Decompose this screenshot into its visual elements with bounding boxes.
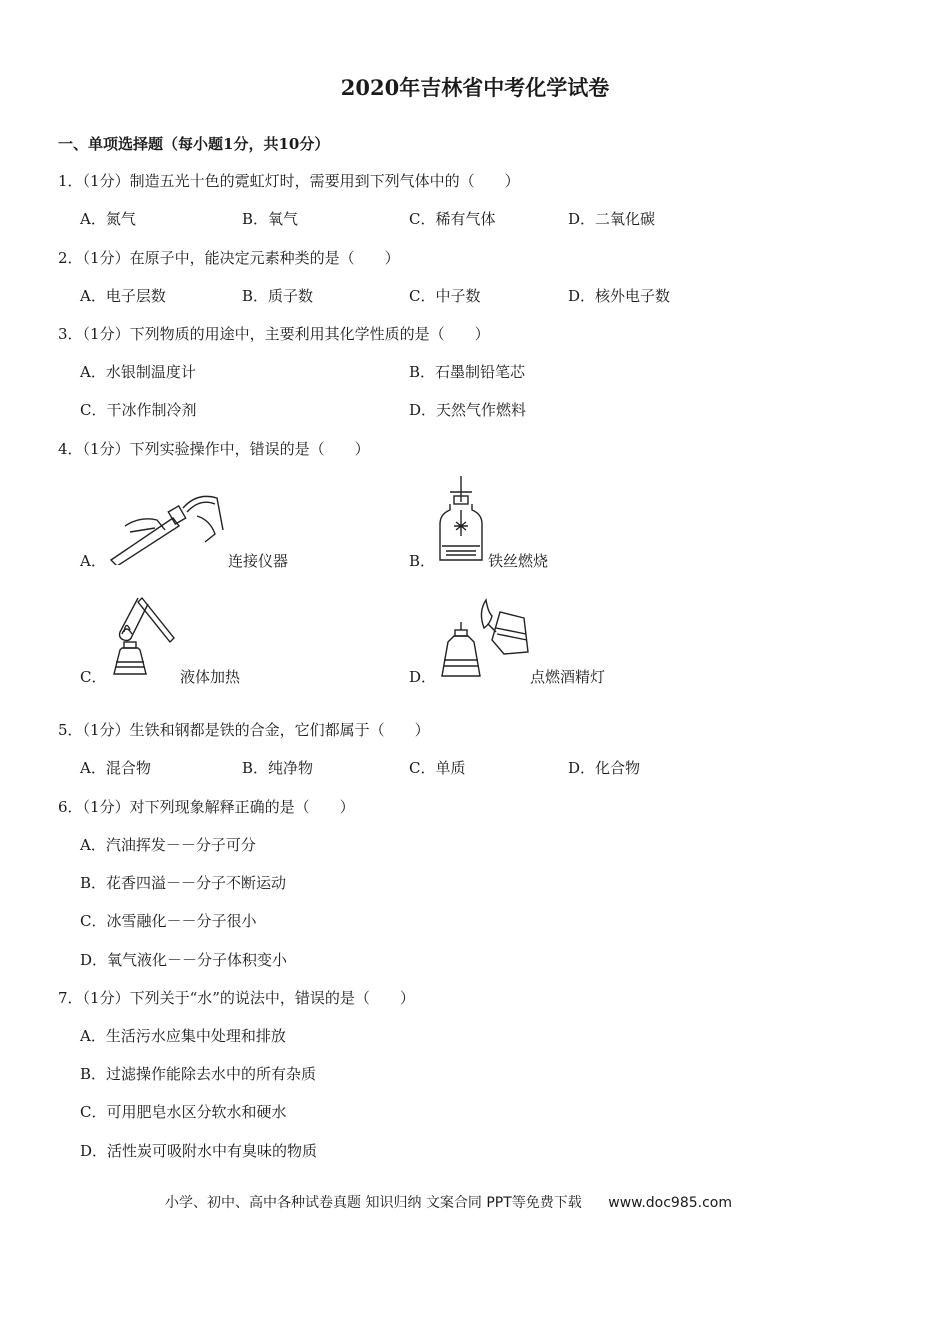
footer (165, 1192, 732, 1212)
question-4-option-a-caption: 连接仪器 (228, 552, 289, 570)
question-1-option-b: B．氧气 (242, 210, 299, 228)
question-7-option-a: A．生活污水应集中处理和排放 (80, 1027, 286, 1045)
question-6-option-c: C．冰雪融化－－分子很小 (80, 912, 257, 930)
question-4-option-c-caption: 液体加热 (180, 668, 241, 686)
question-1-stem: 1．（1分）制造五光十色的霓虹灯时，需要用到下列气体中的（ ） (58, 172, 520, 190)
question-4-option-d-caption: 点燃酒精灯 (530, 668, 606, 686)
question-4-stem: 4．（1分）下列实验操作中，错误的是（ ） (58, 440, 370, 458)
question-4-option-a-letter: A． (80, 552, 106, 570)
question-4-option-b-caption: 铁丝燃烧 (488, 552, 549, 570)
question-2-option-b: B．质子数 (242, 287, 314, 305)
question-6-option-d: D．氧气液化－－分子体积变小 (80, 951, 288, 969)
section-heading: 一、单项选择题（每小题1分，共10分） (58, 135, 330, 153)
question-7-option-d: D．活性炭可吸附水中有臭味的物质 (80, 1142, 318, 1160)
question-4-option-c-letter: C． (80, 668, 107, 686)
question-3-option-c: C．干冰作制冷剂 (80, 401, 197, 419)
connect-apparatus-figure (105, 490, 230, 565)
question-7-option-c: C．可用肥皂水区分软水和硬水 (80, 1103, 287, 1121)
question-2-stem: 2．（1分）在原子中，能决定元素种类的是（ ） (58, 249, 400, 267)
question-1-option-d: D．二氧化碳 (568, 210, 656, 228)
question-6-stem: 6．（1分）对下列现象解释正确的是（ ） (58, 798, 355, 816)
question-5-option-c: C．单质 (409, 759, 466, 777)
question-1-option-c: C．稀有气体 (409, 210, 496, 228)
heating-liquid-figure (108, 594, 178, 682)
question-2-option-c: C．中子数 (409, 287, 481, 305)
question-3-option-b: B．石墨制铅笔芯 (409, 363, 526, 381)
question-3-option-d: D．天然气作燃料 (409, 401, 527, 419)
question-5-option-b: B．纯净物 (242, 759, 314, 777)
footer-text: 小学、初中、高中各种试卷真题 知识归纳 文案合同 PPT等免费下载 (165, 1195, 582, 1211)
question-2-option-d: D．核外电子数 (568, 287, 671, 305)
question-3-option-a: A．水银制温度计 (80, 363, 196, 381)
question-6-option-b: B．花香四溢－－分子不断运动 (80, 874, 287, 892)
page-title: 2020年吉林省中考化学试卷 (340, 75, 610, 100)
question-7-option-b: B．过滤操作能除去水中的所有杂质 (80, 1065, 317, 1083)
footer-url[interactable]: www.doc985.com (608, 1195, 732, 1211)
question-4-option-b-letter: B． (409, 552, 436, 570)
lighting-alcohol-lamp-figure (440, 596, 530, 684)
question-7-stem: 7．（1分）下列关于“水”的说法中，错误的是（ ） (58, 989, 415, 1007)
iron-wire-burning-figure (436, 474, 486, 569)
question-5-option-d: D．化合物 (568, 759, 641, 777)
question-4-option-d-letter: D． (409, 668, 437, 686)
question-5-stem: 5．（1分）生铁和钢都是铁的合金，它们都属于（ ） (58, 721, 430, 739)
question-1-option-a: A．氮气 (80, 210, 136, 228)
question-5-option-a: A．混合物 (80, 759, 151, 777)
question-2-option-a: A．电子层数 (80, 287, 166, 305)
question-6-option-a: A．汽油挥发－－分子可分 (80, 836, 256, 854)
question-3-stem: 3．（1分）下列物质的用途中，主要利用其化学性质的是（ ） (58, 325, 490, 343)
